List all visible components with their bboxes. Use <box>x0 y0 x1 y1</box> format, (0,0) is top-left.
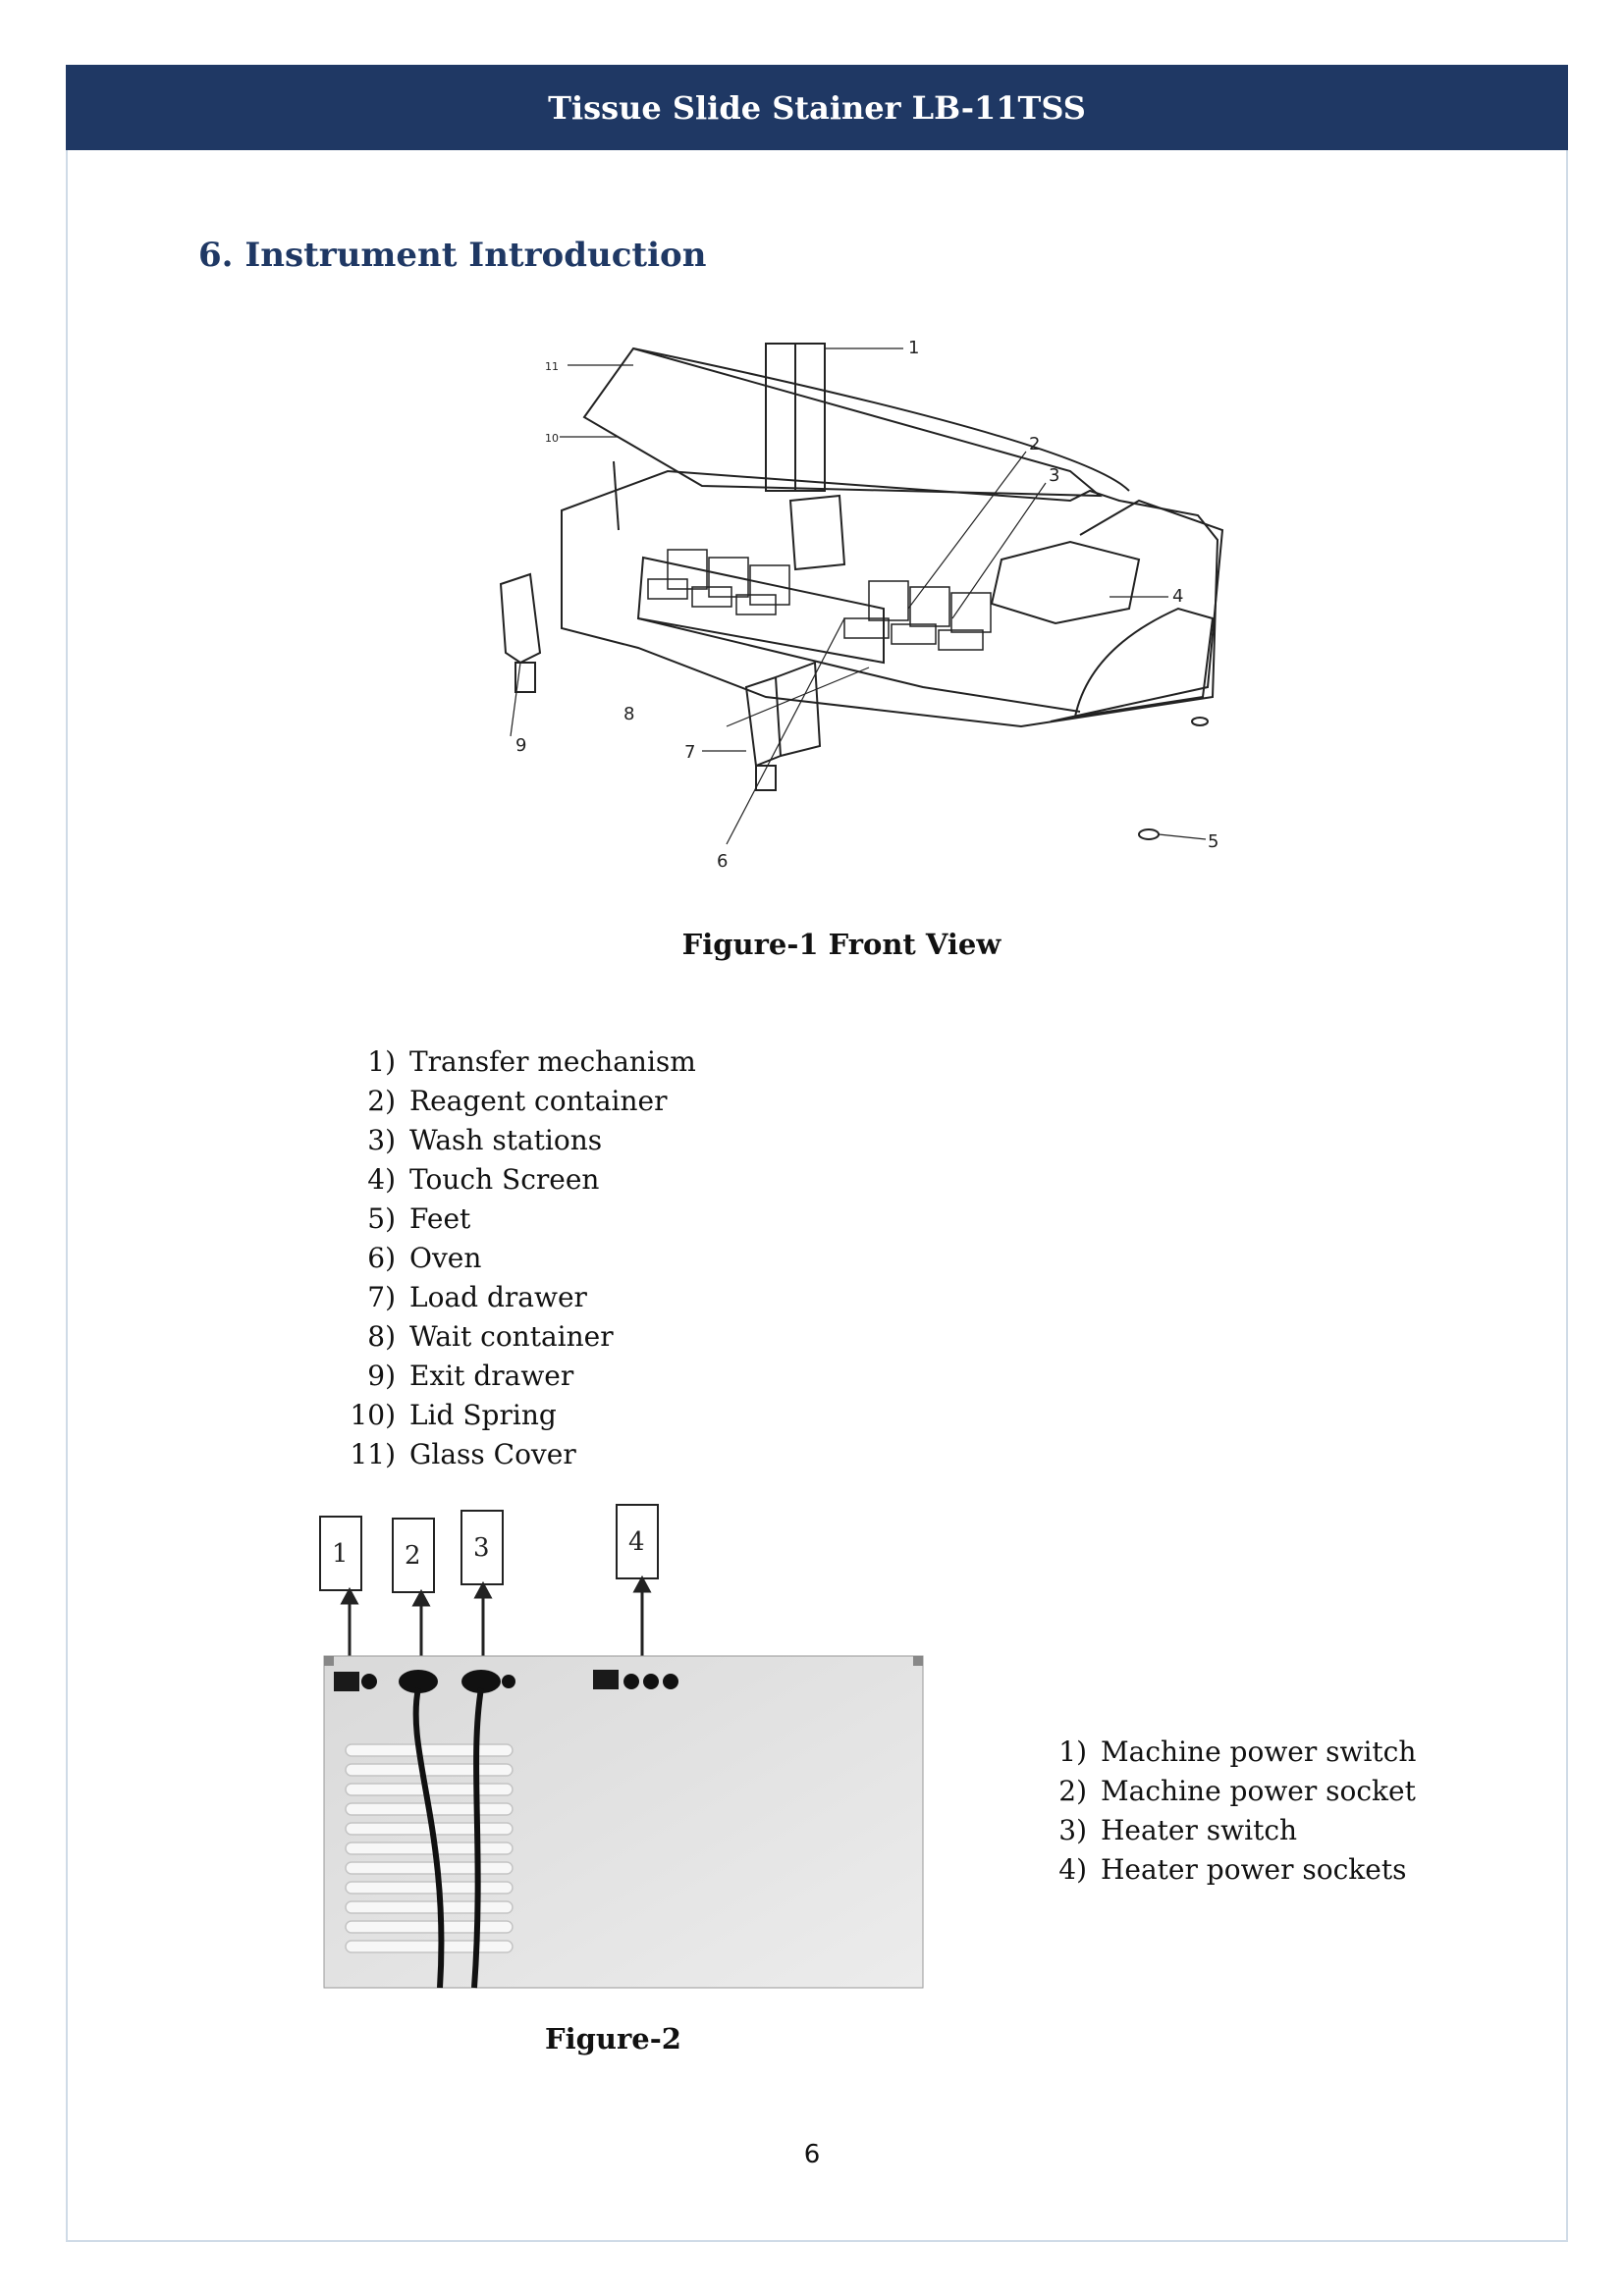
lid-spring <box>614 461 619 530</box>
callout-1: 1 <box>908 338 920 358</box>
callout-4: 4 <box>1172 586 1184 607</box>
list-item: 8) Wait container <box>367 1320 614 1353</box>
list-item: 10) Lid Spring <box>350 1399 557 1431</box>
callout-9: 9 <box>515 735 527 756</box>
list-item: 1) Machine power switch <box>1058 1735 1417 1768</box>
list-item: 2) Reagent container <box>367 1085 668 1117</box>
list-item: 3) Wash stations <box>367 1124 603 1156</box>
parts-list <box>339 1042 696 1474</box>
callout-11: 11 <box>545 360 559 373</box>
list-item: 3) Heater switch <box>1058 1814 1298 1846</box>
list-item: 9) Exit drawer <box>367 1360 574 1392</box>
touch-screen <box>992 542 1139 623</box>
callout-7: 7 <box>684 742 696 763</box>
callout-5: 5 <box>1208 831 1219 852</box>
header-bar <box>66 65 1568 150</box>
reagent-containers <box>648 550 991 650</box>
list-item: 4) Touch Screen <box>367 1163 600 1196</box>
rear-callout-1: 1 <box>332 1539 349 1569</box>
machine-power-switch <box>334 1672 359 1691</box>
figure-2-caption: Figure-2 <box>545 2022 681 2056</box>
list-item: 11) Glass Cover <box>350 1438 576 1470</box>
callout-8: 8 <box>623 704 635 724</box>
rear-parts-list <box>1046 1733 1416 1885</box>
page-number: 6 <box>803 2140 821 2169</box>
list-item: 6) Oven <box>367 1242 482 1274</box>
callout-10: 10 <box>545 432 559 445</box>
feet <box>1139 829 1159 839</box>
rear-callout-4: 4 <box>628 1527 645 1557</box>
ventilation-slots <box>346 1744 513 1952</box>
rear-callout-3: 3 <box>473 1533 490 1563</box>
heater-power-sockets <box>623 1674 678 1689</box>
section-title: 6. Instrument Introduction <box>198 236 707 275</box>
document-title: Tissue Slide Stainer LB-11TSS <box>548 88 1086 127</box>
list-item: 4) Heater power sockets <box>1058 1853 1407 1886</box>
callout-3: 3 <box>1049 465 1060 486</box>
list-item: 5) Feet <box>367 1202 471 1235</box>
front-view-figure <box>491 324 1219 883</box>
list-item: 2) Machine power socket <box>1058 1775 1416 1807</box>
rear-panel-figure <box>312 1497 931 1988</box>
list-item: 7) Load drawer <box>367 1281 587 1313</box>
callout-6: 6 <box>717 851 729 872</box>
list-item: 1) Transfer mechanism <box>367 1045 696 1078</box>
exit-drawer <box>501 574 540 663</box>
callout-2: 2 <box>1029 434 1041 454</box>
figure-1-caption: Figure-1 Front View <box>681 928 1001 961</box>
rear-callout-2: 2 <box>405 1541 421 1571</box>
